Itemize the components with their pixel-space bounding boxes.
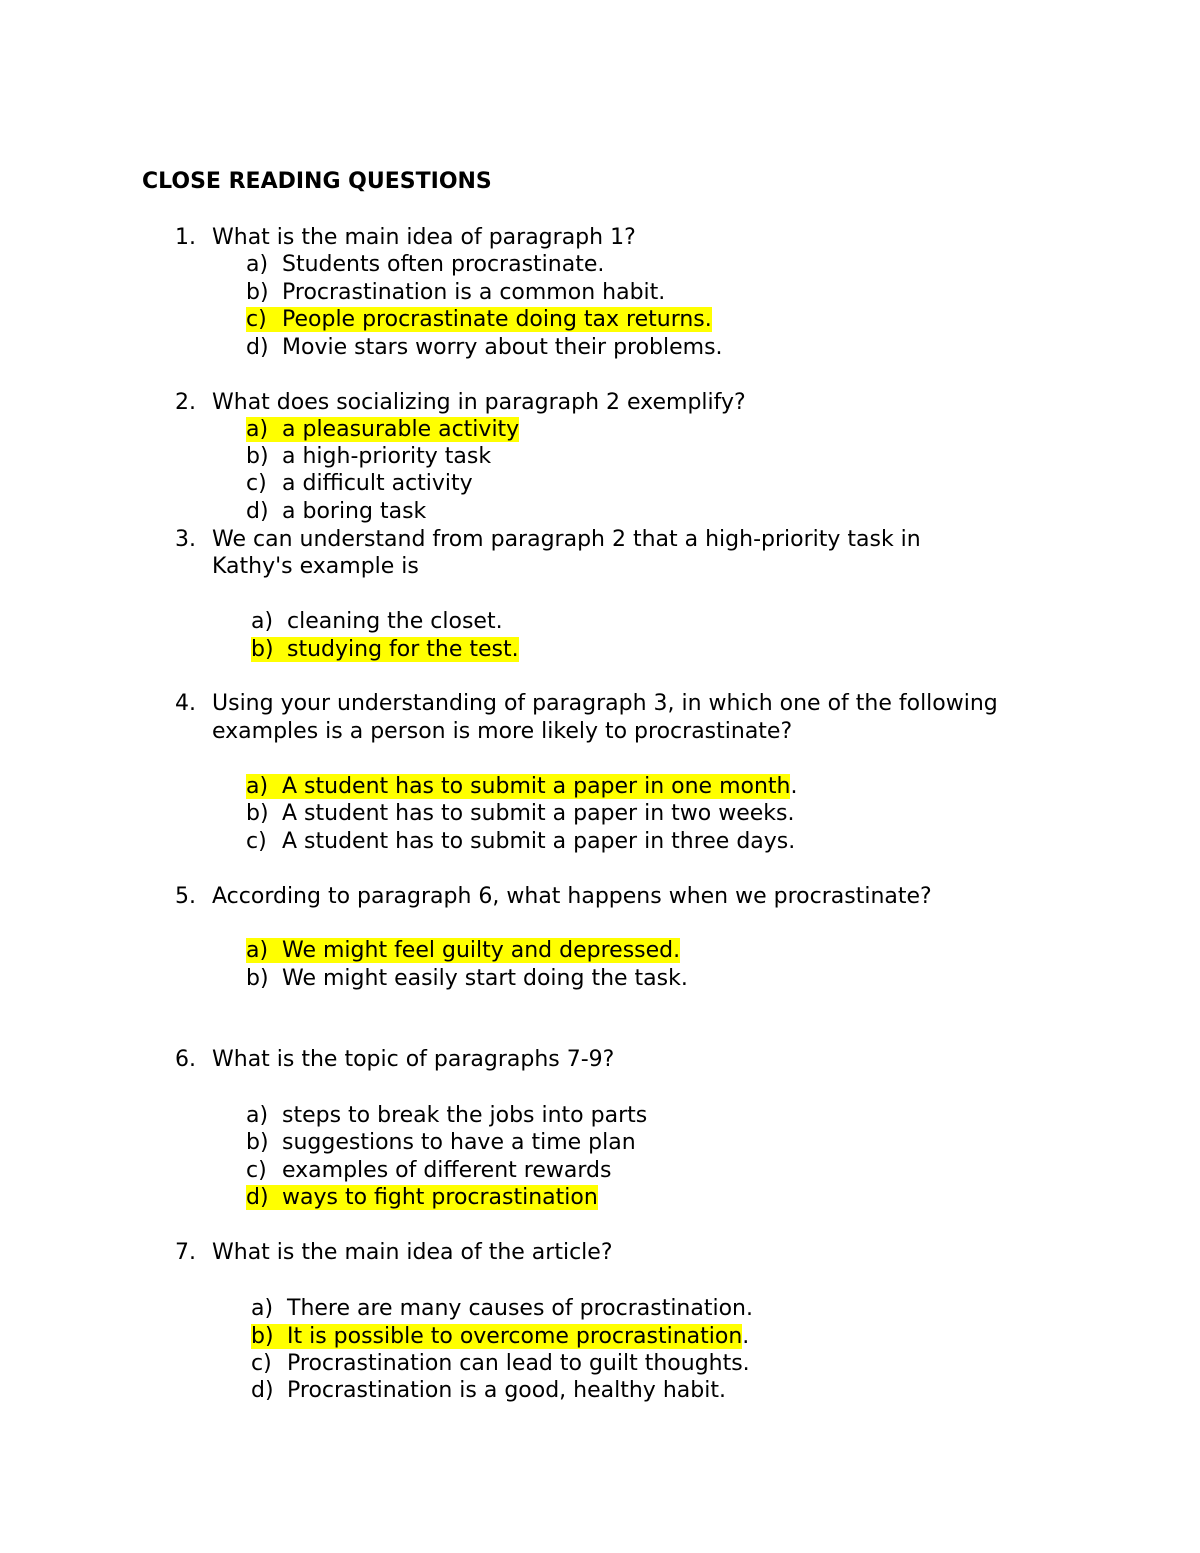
- question-text: Using your understanding of paragraph 3, in which one of the following: [212, 691, 998, 716]
- option-letter: a): [246, 417, 269, 442]
- option-text: People procrastinate doing tax returns.: [282, 307, 712, 332]
- option-text: a pleasurable activity: [282, 417, 520, 442]
- option-body: [251, 1351, 750, 1376]
- option-letter: a): [246, 1103, 269, 1128]
- answer-option: [246, 443, 491, 470]
- question-text: What is the topic of paragraphs 7-9?: [212, 1047, 615, 1072]
- option-body: [246, 307, 712, 332]
- option-letter: c): [246, 471, 267, 496]
- option-text: cleaning the closet.: [287, 609, 503, 634]
- option-text: We might easily start doing the task.: [282, 966, 688, 991]
- option-body: [251, 637, 519, 662]
- option-letter: a): [246, 938, 269, 963]
- option-body: [251, 1378, 726, 1403]
- option-body: [246, 252, 604, 277]
- option-body: [246, 774, 790, 799]
- option-body: [246, 1130, 636, 1155]
- option-letter: b): [246, 280, 269, 305]
- option-body: [246, 417, 519, 442]
- page-title: CLOSE READING QUESTIONS: [142, 169, 492, 194]
- question-number: 4.: [175, 691, 196, 716]
- question-text: We can understand from paragraph 2 that a high-priority task in: [212, 527, 921, 552]
- option-letter: c): [246, 829, 267, 854]
- option-text: examples of different rewards: [282, 1158, 612, 1183]
- question-number: 5.: [175, 884, 196, 909]
- answer-option: [246, 251, 604, 278]
- answer-option-highlighted: [246, 306, 712, 333]
- option-tail: .: [790, 774, 798, 799]
- question-number: 1.: [175, 225, 196, 250]
- answer-option-highlighted: [246, 937, 680, 964]
- answer-option-highlighted: [246, 1184, 598, 1211]
- option-letter: b): [246, 801, 269, 826]
- option-text: a difficult activity: [282, 471, 473, 496]
- answer-option-highlighted: [251, 1323, 749, 1350]
- option-text: Students often procrastinate.: [282, 252, 605, 277]
- answer-option: [246, 279, 665, 306]
- option-text: We might feel guilty and depressed.: [282, 938, 681, 963]
- question-text: Kathy's example is: [212, 554, 419, 579]
- question-number: 3.: [175, 527, 196, 552]
- question-text: examples is a person is more likely to procrastinate?: [212, 719, 793, 744]
- option-letter: d): [246, 335, 269, 360]
- option-text: Procrastination is a common habit.: [282, 280, 666, 305]
- option-text: steps to break the jobs into parts: [282, 1103, 648, 1128]
- option-letter: b): [246, 444, 269, 469]
- option-text: studying for the test.: [287, 637, 519, 662]
- option-body: [246, 1185, 598, 1210]
- option-body: [246, 499, 426, 524]
- option-letter: d): [246, 1185, 269, 1210]
- option-text: suggestions to have a time plan: [282, 1130, 636, 1155]
- option-tail: .: [742, 1324, 750, 1349]
- question-number: 2.: [175, 390, 196, 415]
- answer-option: [246, 334, 723, 361]
- answer-option: [246, 828, 795, 855]
- question-text: What is the main idea of the article?: [212, 1240, 613, 1265]
- option-letter: b): [251, 637, 274, 662]
- option-letter: d): [246, 499, 269, 524]
- option-letter: c): [246, 307, 267, 332]
- answer-option: [251, 1350, 750, 1377]
- answer-option-highlighted: [246, 773, 797, 800]
- question-number: 7.: [175, 1240, 196, 1265]
- option-body: [246, 444, 491, 469]
- option-letter: a): [246, 252, 269, 277]
- option-body: [246, 966, 688, 991]
- option-text: Procrastination can lead to guilt thoughts.: [287, 1351, 750, 1376]
- answer-option: [246, 965, 688, 992]
- option-body: [251, 1296, 753, 1321]
- option-letter: b): [246, 966, 269, 991]
- question-number: 6.: [175, 1047, 196, 1072]
- option-text: Movie stars worry about their problems.: [282, 335, 723, 360]
- option-text: ways to fight procrastination: [282, 1185, 598, 1210]
- answer-option-highlighted: [246, 416, 519, 443]
- answer-option: [246, 1157, 611, 1184]
- answer-option: [246, 1129, 636, 1156]
- option-body: [251, 1324, 742, 1349]
- option-text: Procrastination is a good, healthy habit.: [287, 1378, 726, 1403]
- answer-option: [251, 608, 503, 635]
- option-letter: b): [251, 1324, 274, 1349]
- option-text: It is possible to overcome procrastination: [287, 1324, 743, 1349]
- option-text: There are many causes of procrastination.: [287, 1296, 753, 1321]
- option-letter: a): [251, 609, 274, 634]
- option-body: [246, 1158, 611, 1183]
- answer-option: [246, 800, 794, 827]
- option-letter: c): [251, 1351, 272, 1376]
- option-letter: c): [246, 1158, 267, 1183]
- option-text: A student has to submit a paper in one month: [282, 774, 791, 799]
- option-text: a boring task: [282, 499, 427, 524]
- option-body: [246, 280, 665, 305]
- answer-option: [251, 1377, 726, 1404]
- question-text: What is the main idea of paragraph 1?: [212, 225, 636, 250]
- option-body: [246, 801, 794, 826]
- option-letter: a): [246, 774, 269, 799]
- answer-option: [246, 470, 473, 497]
- answer-option: [251, 1295, 753, 1322]
- answer-option: [246, 1102, 647, 1129]
- option-text: a high-priority task: [282, 444, 492, 469]
- answer-option: [246, 498, 426, 525]
- option-body: [246, 1103, 647, 1128]
- option-letter: d): [251, 1378, 274, 1403]
- option-letter: a): [251, 1296, 274, 1321]
- option-body: [246, 829, 795, 854]
- option-body: [246, 938, 680, 963]
- answer-option-highlighted: [251, 636, 519, 663]
- question-text: What does socializing in paragraph 2 exemplify?: [212, 390, 746, 415]
- option-body: [251, 609, 503, 634]
- option-text: A student has to submit a paper in two weeks.: [282, 801, 795, 826]
- question-text: According to paragraph 6, what happens when we procrastinate?: [212, 884, 932, 909]
- option-letter: b): [246, 1130, 269, 1155]
- option-body: [246, 335, 723, 360]
- option-text: A student has to submit a paper in three days.: [282, 829, 796, 854]
- option-body: [246, 471, 473, 496]
